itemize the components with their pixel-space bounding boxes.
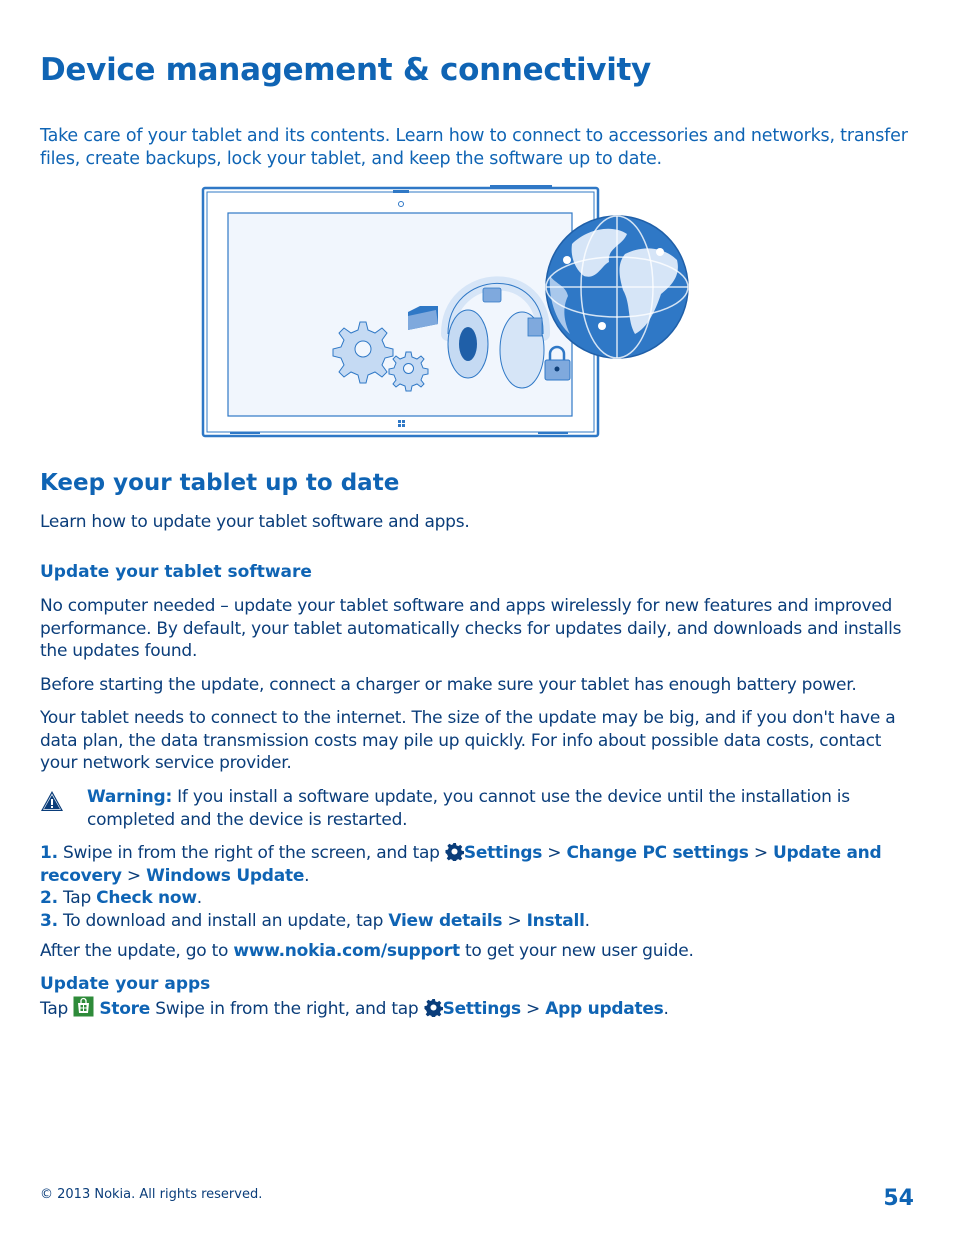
gear-icon bbox=[424, 998, 443, 1017]
step-2: 2. Tap Check now. bbox=[40, 888, 202, 908]
section-lead: Learn how to update your tablet software and apps. bbox=[40, 512, 470, 532]
tablet-illustration bbox=[200, 184, 692, 440]
step-1: 1. Swipe in from the right of the screen, and tap Settings > Change PC settings > Update and recovery > Windows Update. bbox=[40, 843, 882, 886]
section-heading: Keep your tablet up to date bbox=[40, 470, 400, 496]
store-link[interactable]: Store bbox=[99, 999, 151, 1019]
warning-note bbox=[87, 786, 917, 831]
warning-icon bbox=[40, 790, 64, 812]
check-now-link[interactable]: Check now bbox=[96, 888, 197, 908]
software-paragraph-3: Your tablet needs to connect to the internet. The size of the update may be big, and if you don't have a data plan, the data transmission costs may pile up quickly. For info about possible data costs, contact your network service provider. bbox=[40, 708, 896, 773]
step-1-text: Swipe in from the right of the screen, and tap bbox=[57, 843, 445, 863]
apps-instruction: Tap Store Swipe in from the right, and tap Settings > App updates. bbox=[40, 996, 920, 1021]
apps-heading: Update your apps bbox=[40, 974, 211, 994]
step-3-number: 3. bbox=[40, 910, 58, 931]
view-details-link[interactable]: View details bbox=[388, 910, 503, 931]
warning-label: Warning: bbox=[87, 787, 173, 807]
gear-icon bbox=[445, 842, 464, 861]
settings-link[interactable]: Settings bbox=[463, 843, 543, 863]
page-number: 54 bbox=[883, 1186, 914, 1211]
step-3: 3. To download and install an update, tap View details > Install. bbox=[40, 910, 590, 931]
store-icon bbox=[73, 996, 94, 1017]
page-title: Device management & connectivity bbox=[40, 52, 651, 88]
software-paragraph-2: Before starting the update, connect a charger or make sure your tablet has enough battery power. bbox=[40, 675, 857, 695]
step-2-number: 2. bbox=[40, 888, 58, 908]
step-1-number: 1. bbox=[40, 843, 58, 863]
install-link[interactable]: Install bbox=[526, 910, 585, 931]
nokia-support-link[interactable]: www.nokia.com/support bbox=[233, 941, 460, 961]
globe-icon bbox=[546, 216, 688, 358]
software-paragraph-1: No computer needed – update your tablet software and apps wirelessly for new features and improved performance. By default, your tablet automatically checks for updates daily, and downloads and installs the updates found. bbox=[40, 596, 902, 661]
intro-paragraph: Take care of your tablet and its contents. Learn how to connect to accessories and networks, transfer files, create backups, lock your tablet, and keep the software up to date. bbox=[40, 126, 908, 169]
after-update-note: After the update, go to www.nokia.com/support to get your new user guide. bbox=[40, 941, 694, 961]
update-and-recovery-link[interactable]: Update and recovery bbox=[40, 843, 882, 886]
apps-settings-link[interactable]: Settings bbox=[442, 999, 521, 1019]
change-pc-settings-link[interactable]: Change PC settings bbox=[566, 843, 749, 863]
copyright-footer: © 2013 Nokia. All rights reserved. bbox=[40, 1187, 263, 1202]
windows-update-link[interactable]: Windows Update bbox=[146, 865, 305, 886]
update-steps bbox=[40, 842, 920, 932]
warning-text: If you install a software update, you cannot use the device until the installation is completed and the device is restarted. bbox=[87, 787, 850, 830]
software-heading: Update your tablet software bbox=[40, 562, 312, 582]
app-updates-link[interactable]: App updates bbox=[545, 999, 664, 1019]
